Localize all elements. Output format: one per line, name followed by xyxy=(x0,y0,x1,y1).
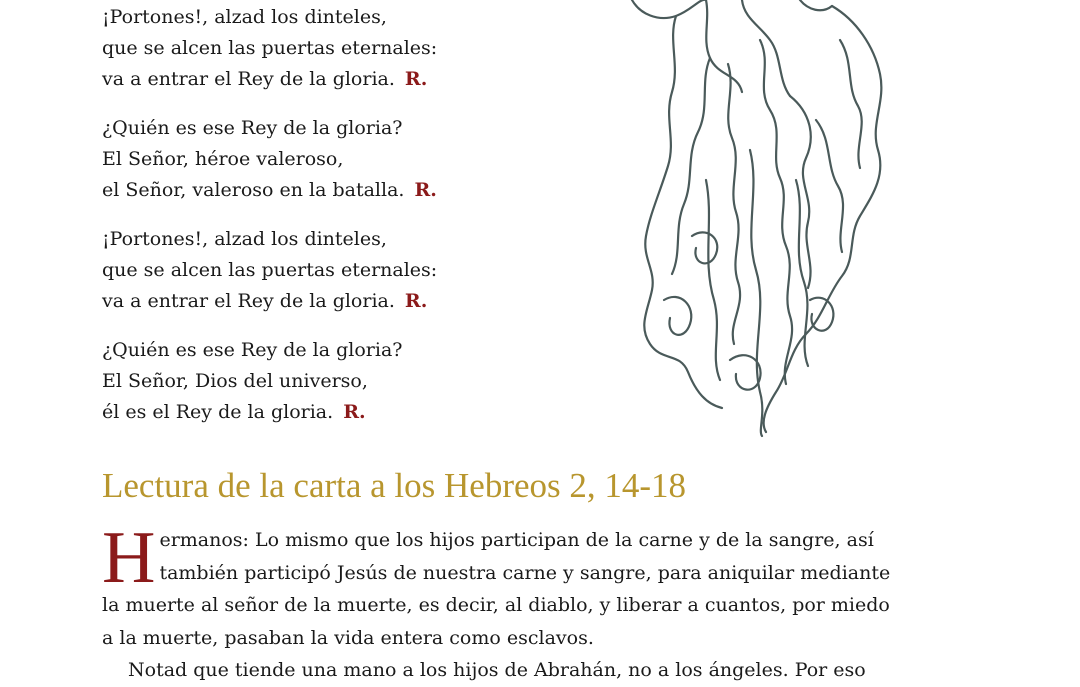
psalm-stanza xyxy=(102,113,437,206)
psalm-line: ¿Quién es ese Rey de la gloria? xyxy=(102,339,403,361)
psalm-line xyxy=(102,175,437,206)
psalm-line-text: va a entrar el Rey de la gloria. xyxy=(102,290,395,312)
drop-cap: H xyxy=(102,517,156,599)
reading-body xyxy=(102,517,902,687)
psalm-line: ¡Portones!, alzad los dinteles, xyxy=(102,6,387,28)
psalm-line xyxy=(102,64,437,95)
response-marker: R. xyxy=(343,401,366,423)
psalm-line: El Señor, héroe valeroso, xyxy=(102,148,344,170)
line-art-figure-illustration xyxy=(610,0,910,440)
response-marker: R. xyxy=(404,290,428,312)
psalm-line xyxy=(102,397,402,428)
psalm-line-text: el Señor, valeroso en la batalla. xyxy=(102,179,405,201)
psalm-line: ¡Portones!, alzad los dinteles, xyxy=(102,228,387,250)
psalm-line xyxy=(102,286,437,317)
psalm-stanza xyxy=(102,224,437,317)
psalm-line: que se alcen las puertas eternales: xyxy=(102,37,438,59)
psalm-line: ¿Quién es ese Rey de la gloria? xyxy=(102,117,403,139)
psalm-stanza xyxy=(102,335,402,428)
psalm-line: que se alcen las puertas eternales: xyxy=(102,259,438,281)
reading-paragraph xyxy=(102,517,902,654)
response-marker: R. xyxy=(414,179,437,201)
reading-paragraph: Notad que tiende una mano a los hijos de Abrahán, no a los ángeles. Por eso xyxy=(128,659,866,681)
response-marker: R. xyxy=(404,68,428,90)
psalm-line: El Señor, Dios del universo, xyxy=(102,370,368,392)
reading-paragraph-text: ermanos: Lo mismo que los hijos participan de la carne y de la sangre, así también participó Jesús de nuestra carne y sangre, para aniquilar mediante la muerte al señor de la muerte, es decir, al diablo, y liberar a cuantos, por miedo a la muerte, pasaban la vida entera como esclavos. xyxy=(102,529,891,649)
reading-title: Lectura de la carta a los Hebreos 2, 14-18 xyxy=(102,466,687,505)
psalm-stanza xyxy=(102,2,437,95)
psalm-line-text: él es el Rey de la gloria. xyxy=(102,401,334,423)
psalm-line-text: va a entrar el Rey de la gloria. xyxy=(102,68,395,90)
